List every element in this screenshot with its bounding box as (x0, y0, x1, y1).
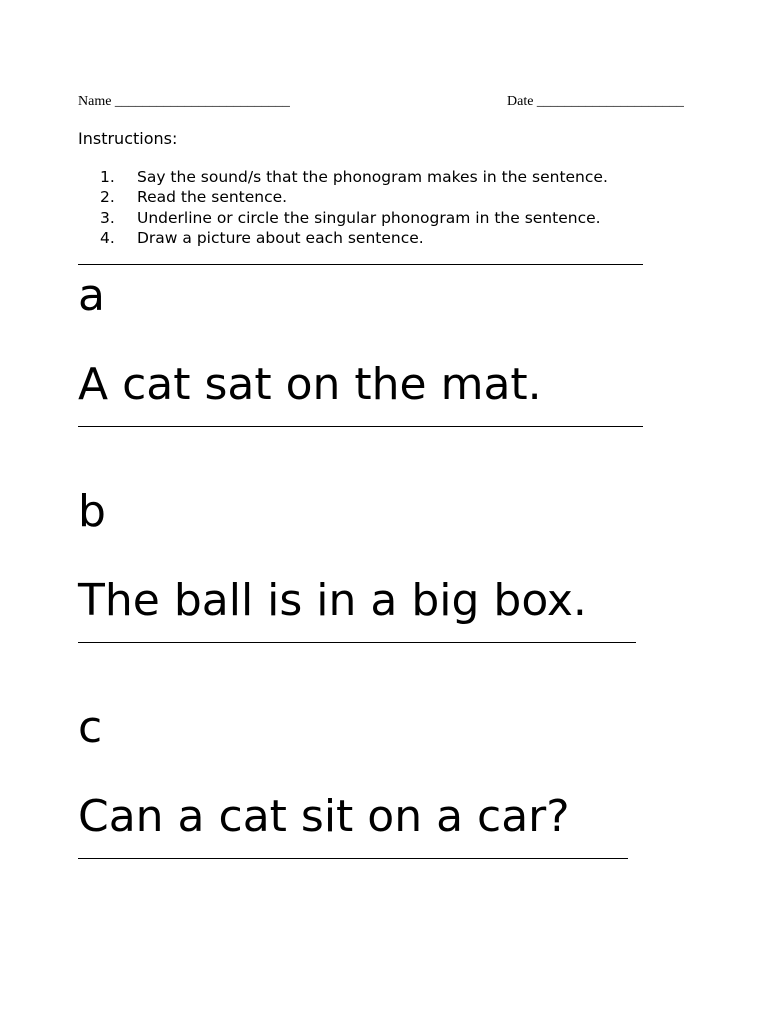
instructions-list (78, 167, 608, 248)
sentence-c: Can a cat sit on a car? (78, 791, 570, 842)
section-letter-c: c (78, 702, 103, 753)
date-field[interactable]: Date _____________________ (507, 94, 684, 109)
header-row (78, 94, 690, 114)
instruction-number: 4. (100, 228, 115, 247)
instruction-item (78, 228, 608, 248)
instruction-text: Read the sentence. (137, 188, 288, 207)
instruction-text: Say the sound/s that the phonogram makes in the sentence. (137, 168, 608, 186)
sentence-b: The ball is in a big box. (78, 575, 587, 626)
instruction-number: 2. (100, 188, 115, 207)
divider-rule (78, 264, 643, 265)
section-letter-a: a (78, 270, 105, 321)
drawing-line-a[interactable] (78, 426, 643, 427)
instruction-number: 1. (100, 168, 115, 186)
instruction-item (78, 208, 608, 228)
instruction-text: Underline or circle the singular phonogram in the sentence. (137, 208, 601, 227)
drawing-line-b[interactable] (78, 642, 636, 643)
instruction-item (78, 167, 608, 187)
section-letter-b: b (78, 486, 106, 537)
instruction-text: Draw a picture about each sentence. (137, 228, 424, 247)
name-field[interactable]: Name _________________________ (78, 94, 290, 109)
sentence-a: A cat sat on the mat. (78, 359, 542, 410)
instruction-item (78, 187, 608, 207)
instruction-number: 3. (100, 208, 115, 227)
instructions-title: Instructions: (78, 129, 178, 148)
drawing-line-c[interactable] (78, 858, 628, 859)
